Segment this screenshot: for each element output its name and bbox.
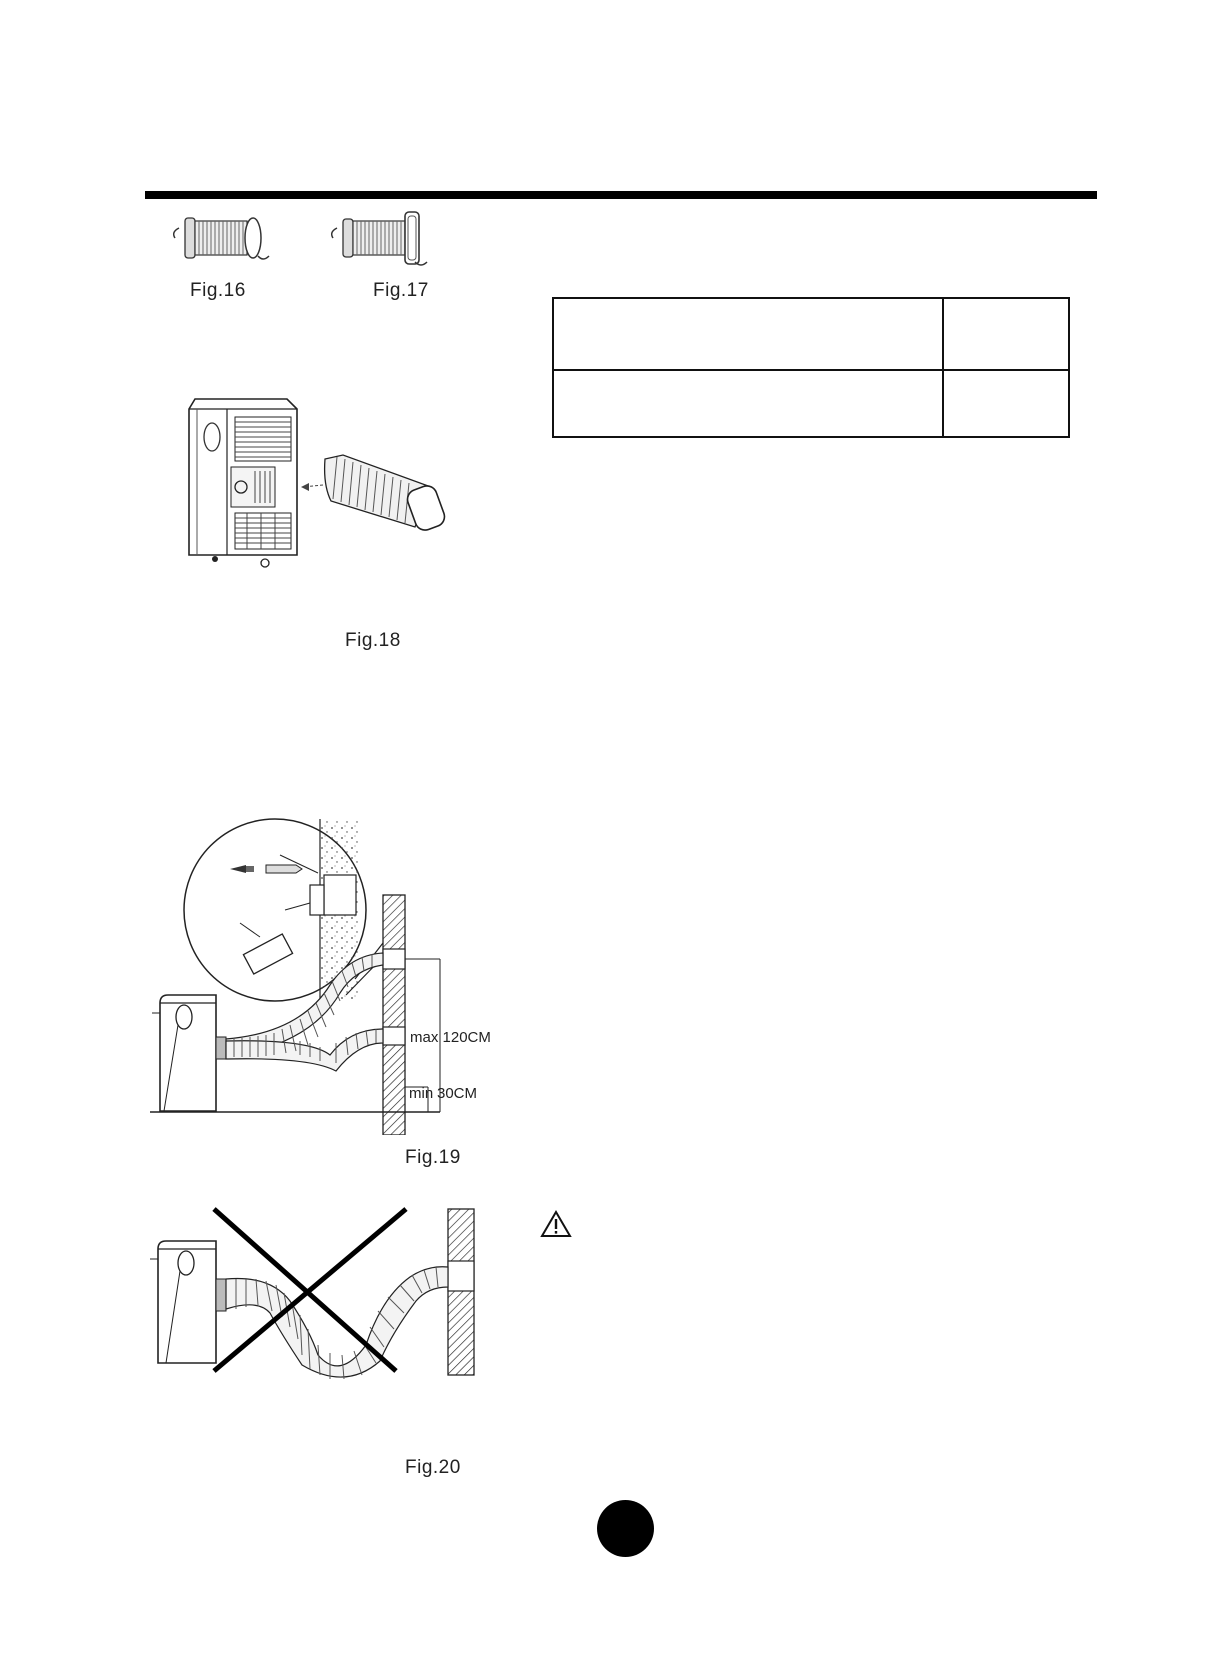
max-height-label: max 120CM: [410, 1029, 491, 1046]
wall-installation-illustration: [150, 815, 530, 1135]
header-rule: [145, 191, 1097, 199]
incorrect-hose-routing-illustration: [150, 1205, 490, 1380]
fig19-caption: Fig.19: [405, 1147, 461, 1168]
table-row: [553, 298, 1069, 370]
fig16-caption: Fig.16: [190, 280, 246, 301]
warning-triangle-icon: [540, 1210, 572, 1238]
table-row: [553, 370, 1069, 437]
fig18-caption: Fig.18: [345, 630, 401, 651]
table-cell: [553, 298, 943, 370]
min-height-label: 30CM: [437, 1085, 478, 1102]
fig20-caption: Fig.20: [405, 1457, 461, 1478]
table-cell: [943, 370, 1069, 437]
page-number-circle: [597, 1500, 654, 1557]
min-prefix-label: min: [409, 1085, 434, 1102]
table-cell: [943, 298, 1069, 370]
exhaust-hose-illustration: [165, 210, 275, 266]
hose-with-adaptor-illustration: [325, 208, 440, 268]
unit-hose-attach-illustration: [175, 395, 455, 595]
table-cell: [553, 370, 943, 437]
spec-table: [552, 297, 1070, 438]
fig17-caption: Fig.17: [373, 280, 429, 301]
